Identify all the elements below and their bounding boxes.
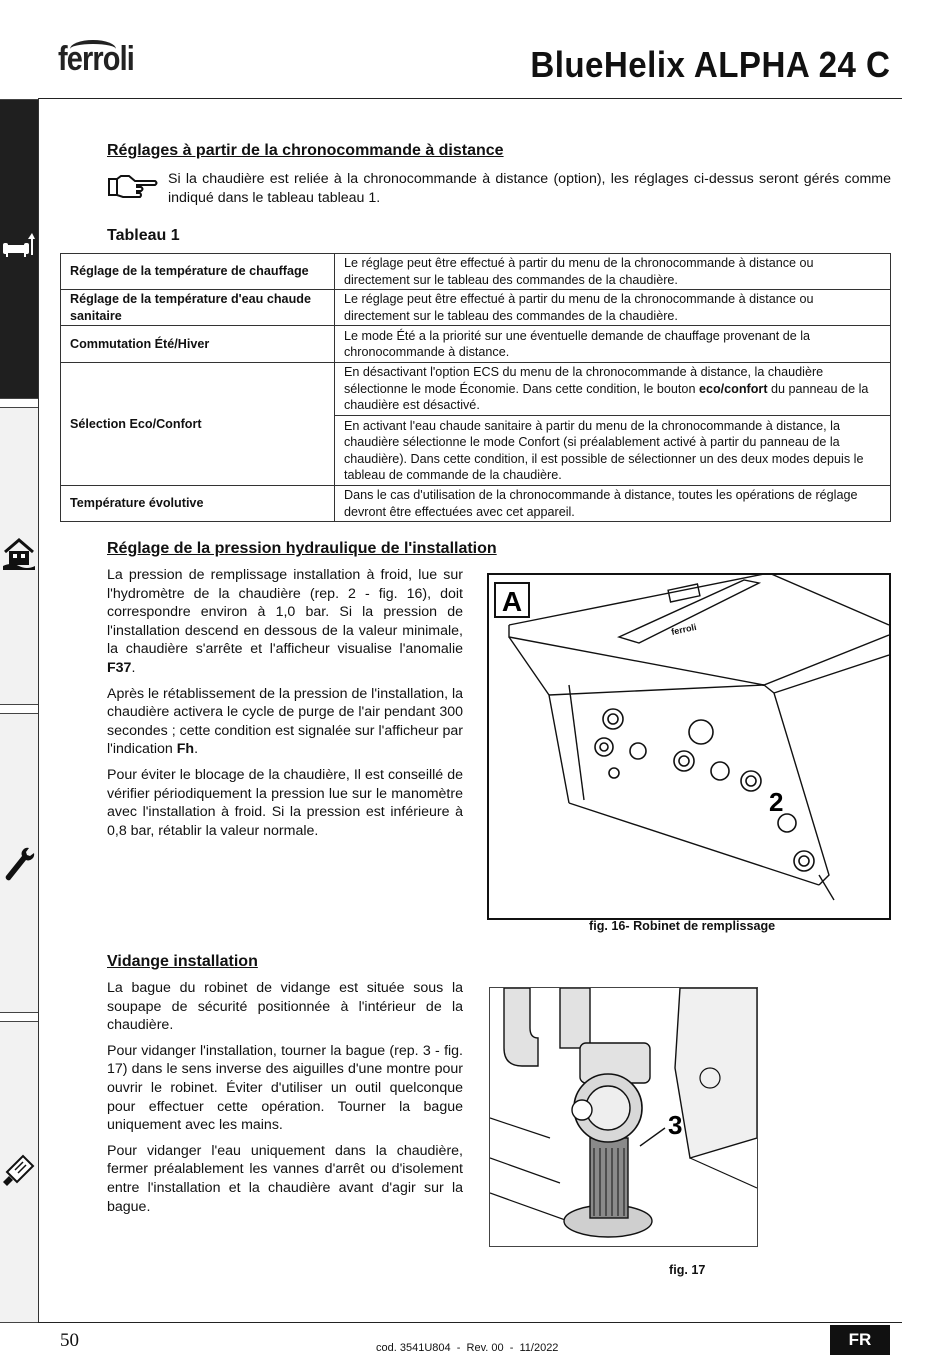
text-part: . — [131, 659, 136, 676]
figure-17-caption: fig. 17 — [669, 1263, 706, 1277]
table-row — [61, 486, 891, 522]
figure-17 — [489, 987, 758, 1247]
row-label: Température évolutive — [61, 486, 335, 522]
drain-p1: La bague du robinet de vidange est située sous la soupape de sécurité positionnée à l'intérieur de la chaudière. — [107, 980, 463, 1034]
pointing-hand-icon — [107, 173, 159, 201]
row-text: Dans le cas d'utilisation de la chronocommande à distance, toutes les opérations de réglage devront être effectuées avec cet appareil. — [335, 486, 891, 522]
row-label: Réglage de la température d'eau chaude sanitaire — [61, 290, 335, 326]
text-part: La pression de remplissage installation à froid, lue sur l'hydromètre de la chaudière (rep. 2 - fig. 16), doit correspondre environ à 1,0 bar. Si la pression de l'installation descend en dessous de la valeur minimale, la chaudière s'arrête et l'afficheur visualise l'anomalie — [107, 567, 463, 658]
document-code: cod. 3541U804 - Rev. 00 - 11/2022 — [376, 1342, 559, 1354]
svg-text:ferroli: ferroli — [670, 621, 698, 637]
figure-16-caption: fig. 16- Robinet de remplissage — [589, 919, 776, 933]
fig-label-2: 2 — [769, 787, 784, 817]
figure-16 — [487, 573, 891, 920]
table-row — [61, 326, 891, 363]
text-part: . — [194, 741, 199, 758]
pressure-text — [107, 566, 463, 840]
footer-rule — [38, 1322, 902, 1323]
model-title: BlueHelix ALPHA 24 C — [529, 44, 890, 85]
table-row — [61, 363, 891, 416]
language-badge: FR — [830, 1325, 890, 1355]
row-text: Le réglage peut être effectué à partir du menu de la chronocommande à distance ou directement sur le tableau des commandes de la chaudière. — [335, 254, 891, 290]
wrench-icon — [3, 846, 35, 882]
text-bold: Fh — [176, 741, 195, 758]
row-text: Le réglage peut être effectué à partir du menu de la chronocommande à distance ou directement sur le tableau des commandes de la chaudière. — [335, 290, 891, 326]
table-row — [61, 290, 891, 326]
row-text — [335, 363, 891, 416]
table-title: Tableau 1 — [107, 227, 180, 244]
remote-note: Si la chaudière est reliée à la chronocommande à distance (option), les réglages ci-dessus seront gérés comme indiqué dans le tableau tableau 1. — [168, 171, 891, 206]
clipboard-icon — [3, 1152, 35, 1186]
boiler-underside-drawing — [489, 575, 889, 918]
settings-table — [60, 253, 891, 522]
section-title-remote: Réglages à partir de la chronocommande à distance — [107, 142, 504, 159]
tab-specs[interactable] — [0, 1021, 38, 1323]
user-sofa-icon — [3, 233, 35, 261]
section-title-pressure: Réglage de la pression hydraulique de l'installation — [107, 540, 497, 557]
fig-label-a: A — [501, 586, 523, 617]
tab-user[interactable] — [0, 99, 38, 399]
tab-install[interactable] — [0, 407, 38, 705]
brand-logo: ferroli — [58, 40, 134, 78]
house-icon — [3, 536, 35, 570]
row-label: Réglage de la température de chauffage — [61, 254, 335, 290]
drain-p3: Pour vidanger l'eau uniquement dans la chaudière, fermer préalablement les vannes d'arrêt ou d'isolement entre l'installation et la chaudière avant d'agir sur la bague. — [107, 1142, 463, 1215]
page-number: 50 — [60, 1330, 79, 1351]
row-text-part: du panneau de la chaudière est désactivé. — [344, 381, 869, 413]
row-text: En activant l'eau chaude sanitaire à partir du menu de la chronocommande à distance, la chaudière sélectionne le mode Confort (si préalablement activé à partir du panneau de la chaudière). Dans cette condition, il est possible de sélectionner un des deux modes depuis le tableau de commande de la chaudière. — [335, 416, 891, 486]
text-bold: F37 — [107, 659, 132, 676]
pressure-p1 — [107, 566, 463, 678]
row-text-part: En désactivant l'option ECS du menu de la chronocommande à distance, la chaudière sélectionne le mode Économie. Dans cette condition, le bouton — [344, 365, 824, 396]
row-text: Le mode Été a la priorité sur une éventuelle demande de chauffage provenant de la chronocommande à distance. — [335, 326, 891, 363]
pressure-p2 — [107, 685, 463, 759]
drain-text — [107, 979, 463, 1216]
drain-valve-drawing — [490, 988, 757, 1246]
header-rule — [38, 98, 902, 99]
row-label: Sélection Eco/Confort — [61, 363, 335, 486]
row-text-bold: eco/confort — [698, 381, 768, 396]
fig-label-3: 3 — [668, 1110, 683, 1140]
pressure-p3: Pour éviter le blocage de la chaudière, Il est conseillé de vérifier périodiquement la pression lue sur le manomètre avec l'installation à froid. Si la pression est inférieure à 0,8 bar, rétablir la valeur normale. — [107, 766, 463, 839]
tab-service[interactable] — [0, 713, 38, 1013]
drain-p2: Pour vidanger l'installation, tourner la bague (rep. 3 - fig. 17) dans le sens inverse des aiguilles d'une montre pour ouvrir le robinet. Éviter d'utiliser un outil quelconque pour effectuer cette opération. Tourner la bague uniquement avec les mains. — [107, 1042, 463, 1134]
row-label: Commutation Été/Hiver — [61, 326, 335, 363]
section-title-drain: Vidange installation — [107, 953, 258, 970]
text-part: Après le rétablissement de la pression de l'installation, la chaudière activera le cycle de purge de l'air pendant 300 secondes ; cette condition est signalée sur l'afficheur par l'indication — [107, 685, 464, 758]
table-row — [61, 254, 891, 290]
